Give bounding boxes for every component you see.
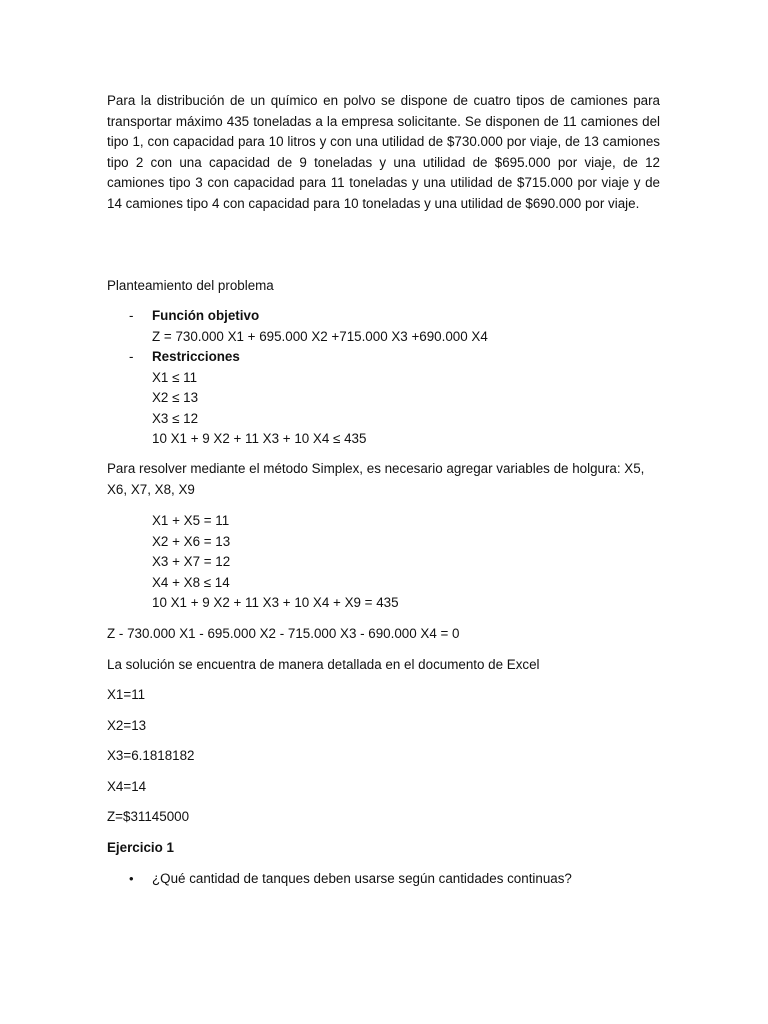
funcion-objetivo-item bbox=[107, 306, 705, 347]
solution-x3: X3=6.1818182 bbox=[107, 748, 195, 763]
restricciones-label: Restricciones bbox=[152, 349, 240, 364]
funcion-objetivo-label: Función objetivo bbox=[152, 308, 260, 323]
restriccion-line: X2 ≤ 13 bbox=[152, 390, 199, 405]
funcion-objetivo-equation: Z = 730.000 X1 + 695.000 X2 +715.000 X3 +690.000 X4 bbox=[152, 328, 488, 344]
restriccion-line: X3 ≤ 12 bbox=[152, 410, 199, 426]
solution-x2: X2=13 bbox=[107, 718, 147, 733]
solution-x1: X1=11 bbox=[107, 687, 146, 702]
simplex-intro: Para resolver mediante el método Simplex, es necesario agregar variables de holgura: X5, X6, X7, X8, X9 bbox=[107, 461, 645, 497]
restriccion-line: 10 X1 + 9 X2 + 11 X3 + 10 X4 ≤ 435 bbox=[152, 431, 367, 446]
intro-paragraph: Para la distribución de un químico en polvo se dispone de cuatro tipos de camiones para transportar máximo 435 toneladas a la empresa solicitante. Se disponen de 11 camiones del tipo 1, con capacidad para 10 litros y con una utilidad de $730.000 por viaje, de 13 camiones tipo 2 con una capacidad de 9 toneladas y una utilidad de $695.000 por viaje, de 12 camiones tipo 3 con capacidad para 11 toneladas y una utilidad de $715.000 por viaje y de 14 camiones tipo 4 con capacidad para 10 toneladas y una utilidad de $690.000 por viaje. bbox=[107, 93, 660, 211]
ejercicio-question-item bbox=[107, 869, 705, 890]
solution-note: La solución se encuentra de manera detallada en el documento de Excel bbox=[107, 657, 540, 672]
simplex-equation: X4 + X8 ≤ 14 bbox=[152, 574, 230, 590]
simplex-equation: X2 + X6 = 13 bbox=[152, 533, 231, 549]
simplex-equation: 10 X1 + 9 X2 + 11 X3 + 10 X4 + X9 = 435 bbox=[152, 595, 399, 610]
simplex-equation: X1 + X5 = 11 bbox=[152, 513, 230, 528]
ejercicio-question: ¿Qué cantidad de tanques deben usarse según cantidades continuas? bbox=[152, 871, 572, 886]
bullet-marker: • bbox=[129, 871, 134, 886]
planteamiento-heading: Planteamiento del problema bbox=[107, 278, 274, 293]
dash-marker: - bbox=[129, 308, 134, 323]
restriccion-line: X1 ≤ 11 bbox=[152, 369, 198, 385]
simplex-equation: X3 + X7 = 12 bbox=[152, 554, 231, 569]
dash-marker: - bbox=[129, 349, 134, 364]
z-row-equation: Z - 730.000 X1 - 695.000 X2 - 715.000 X3 - 690.000 X4 = 0 bbox=[107, 626, 460, 641]
simplex-equations bbox=[107, 511, 705, 614]
ejercicio-heading: Ejercicio 1 bbox=[107, 840, 174, 855]
solution-z: Z=$31145000 bbox=[107, 809, 190, 824]
solution-x4: X4=14 bbox=[107, 779, 147, 794]
restricciones-item bbox=[107, 347, 705, 450]
